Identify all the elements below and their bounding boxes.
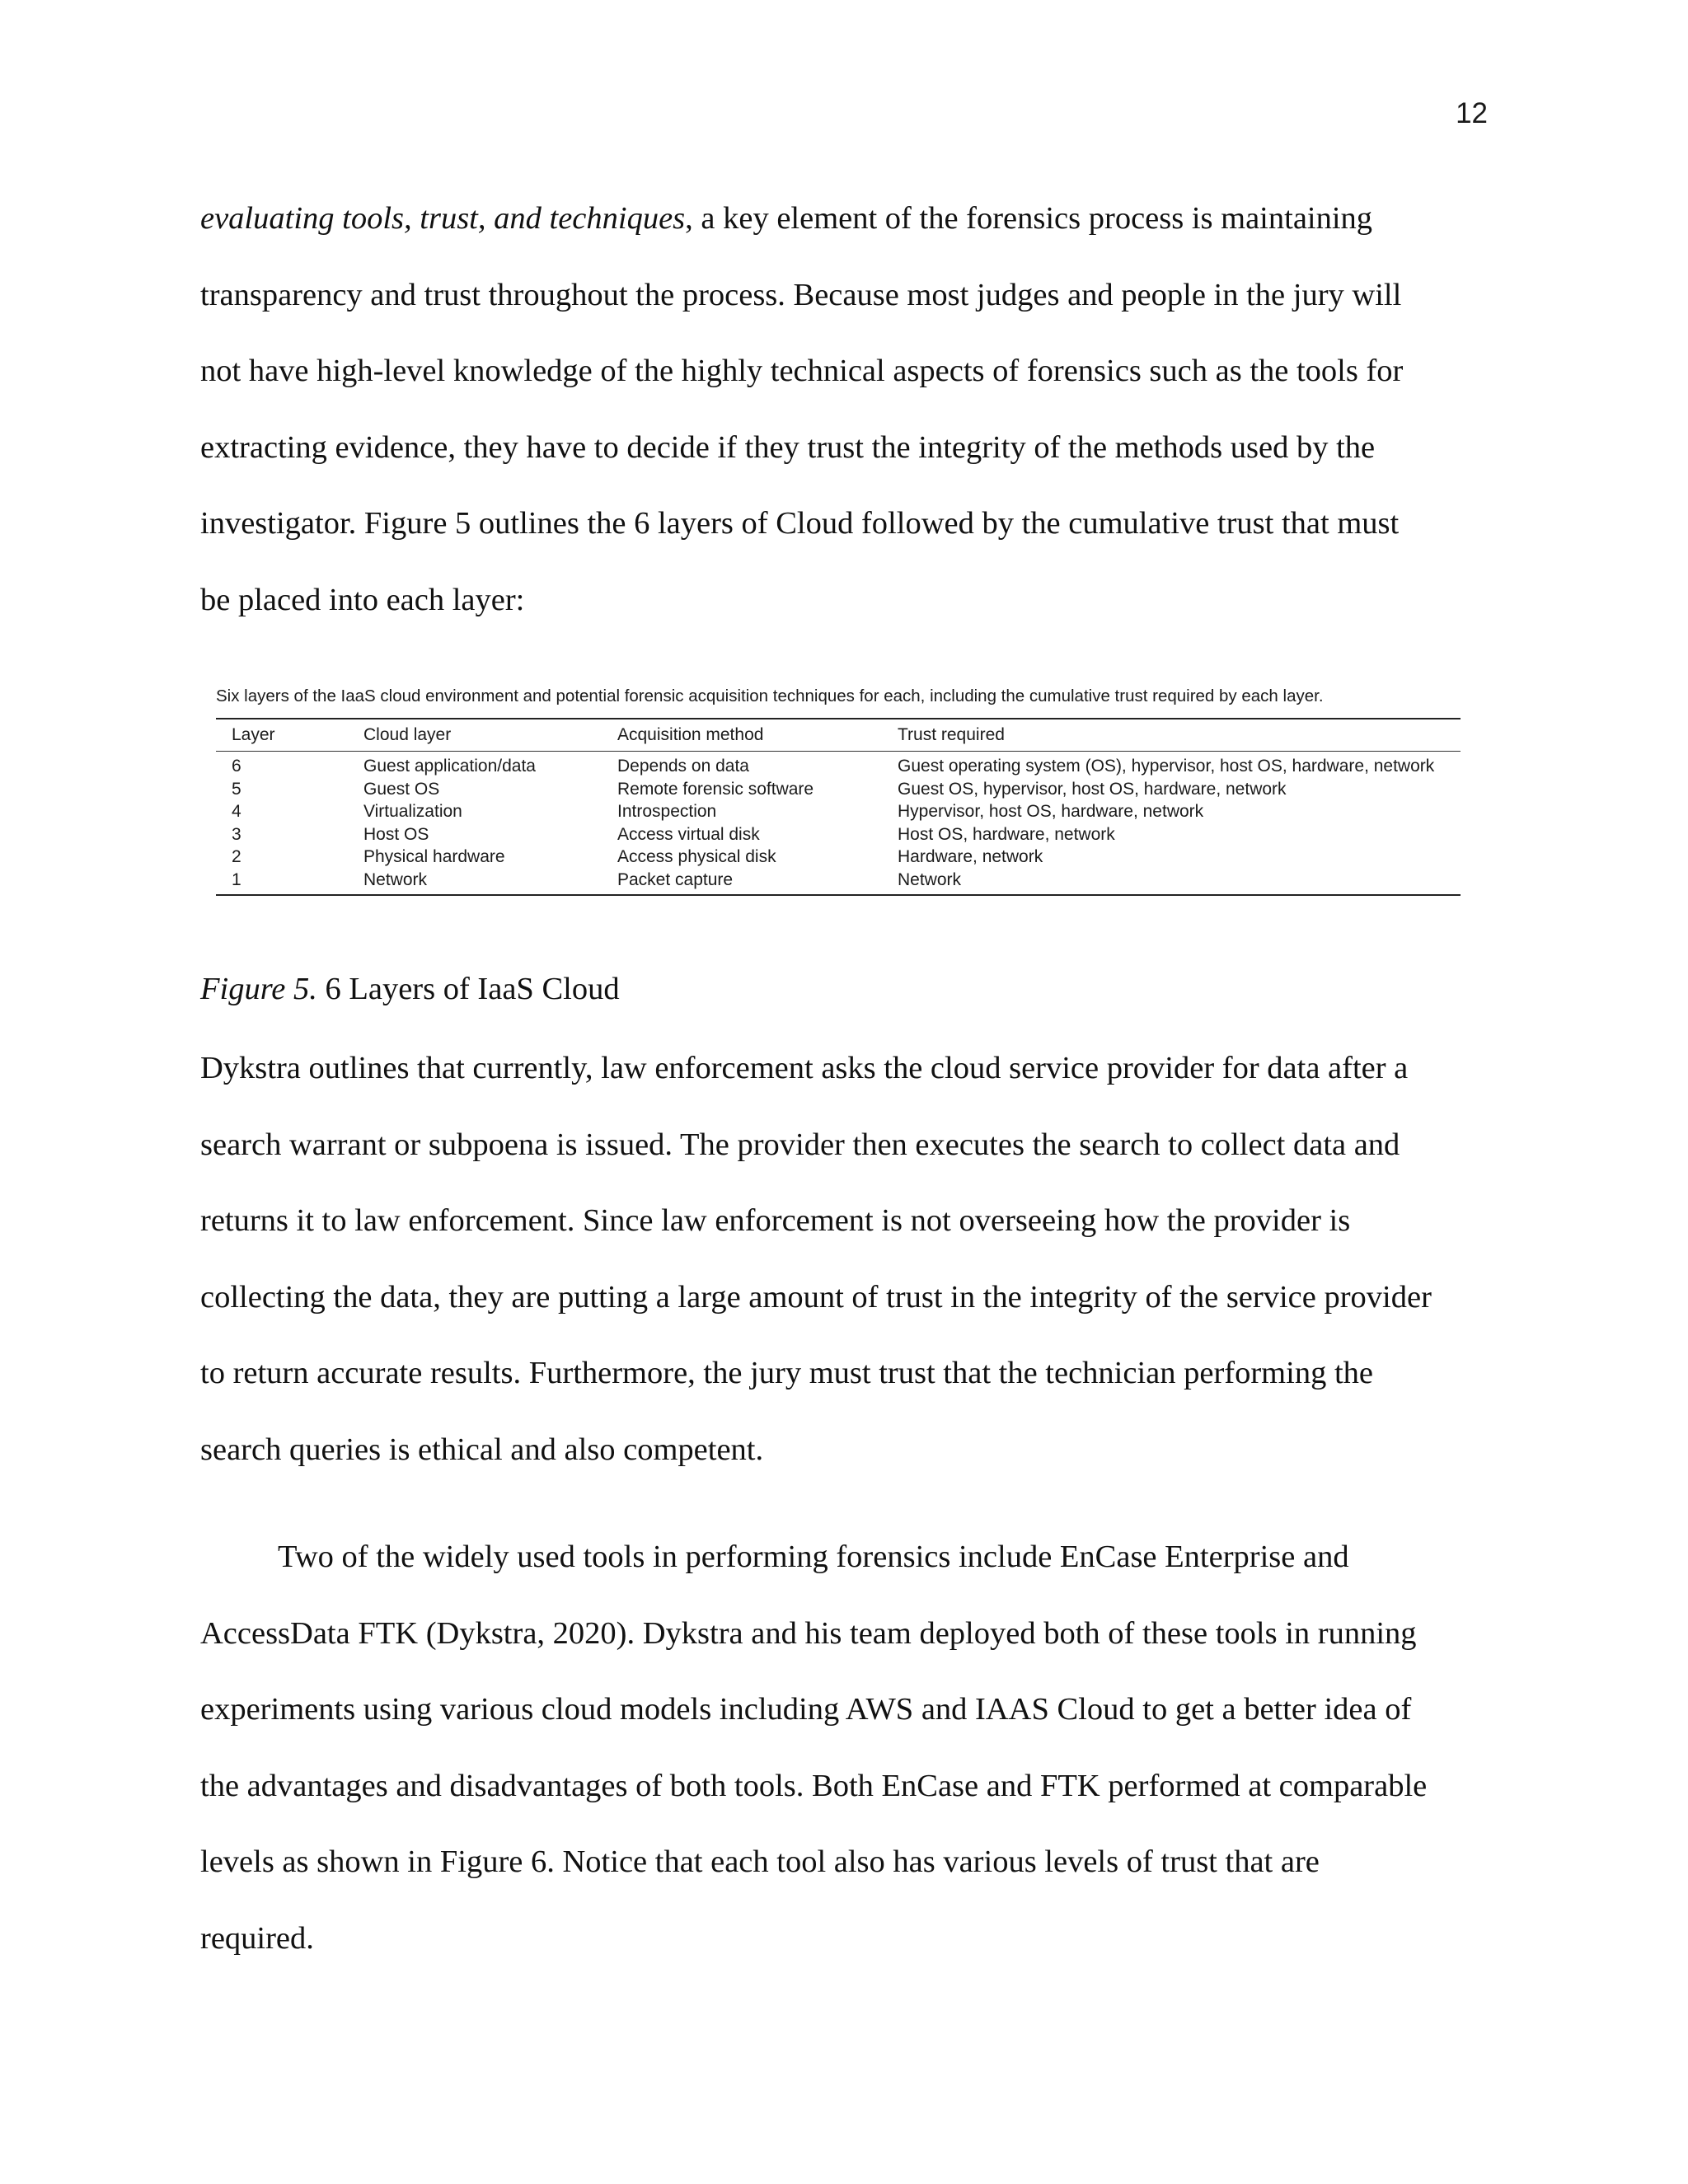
table-row: [216, 752, 1461, 778]
paragraph-line: experiments using various cloud models including AWS and IAAS Cloud to get a better idea of: [200, 1692, 1412, 1727]
page-number: 12: [1456, 97, 1488, 129]
table-cell: Remote forensic software: [617, 779, 814, 799]
paragraph-line: the advantages and disadvantages of both tools. Both EnCase and FTK performed at comparable: [200, 1768, 1428, 1803]
table-cell: Access physical disk: [617, 847, 776, 866]
table: [216, 719, 1461, 894]
table-cell: Host OS: [363, 824, 429, 844]
table-cell: Depends on data: [617, 757, 749, 776]
column-header-acquisition-method: Acquisition method: [617, 719, 898, 752]
paragraph-line: levels as shown in Figure 6. Notice that each tool also has various levels of trust that are: [200, 1844, 1320, 1879]
table-header-row: [216, 719, 1461, 752]
paragraph-line: search warrant or subpoena is issued. The provider then executes the search to collect data and: [200, 1127, 1400, 1162]
paragraph-line: returns it to law enforcement. Since law enforcement is not overseeing how the provider is: [200, 1203, 1351, 1238]
column-header-layer: Layer: [216, 719, 363, 752]
column-header-cloud-layer: Cloud layer: [363, 719, 617, 752]
table-cell: Guest application/data: [363, 757, 536, 776]
table-cell: Physical hardware: [363, 847, 505, 866]
table-cell: Network: [898, 869, 962, 889]
table-cell: Packet capture: [617, 869, 734, 889]
paragraph-line: collecting the data, they are putting a large amount of trust in the integrity of the service provider: [200, 1279, 1432, 1315]
paragraph-trust-intro: [200, 180, 1503, 638]
table-row: [216, 800, 1461, 823]
table-cell: Access virtual disk: [617, 824, 760, 844]
table-row: [216, 869, 1461, 895]
table-cell: 5: [232, 779, 241, 799]
paragraph-line: Dykstra outlines that currently, law enforcement asks the cloud service provider for data after a: [200, 1051, 1409, 1085]
table-cell: Host OS, hardware, network: [898, 824, 1115, 844]
paragraph-line: transparency and trust throughout the process. Because most judges and people in the jury will: [200, 277, 1402, 312]
paragraph-line: Two of the widely used tools in performing forensics include EnCase Enterprise and: [278, 1540, 1349, 1574]
table-cell: 3: [232, 824, 241, 844]
table-row: [216, 823, 1461, 846]
table-row: [216, 778, 1461, 801]
table-cell: Guest OS: [363, 779, 440, 799]
paragraph-line: be placed into each layer:: [200, 582, 525, 617]
table-row: [216, 846, 1461, 869]
paragraph-law-enforcement: [200, 1030, 1503, 1488]
paragraph-line: investigator. Figure 5 outlines the 6 layers of Cloud followed by the cumulative trust that must: [200, 506, 1400, 541]
cloud-layers-table: [216, 718, 1461, 896]
column-header-trust-required: Trust required: [898, 719, 1461, 752]
table-cell: Virtualization: [363, 802, 462, 821]
table-caption: Six layers of the IaaS cloud environment and potential forensic acquisition techniques for each, including the cumulative trust required by each layer.: [216, 687, 1324, 705]
table-cell: Guest OS, hypervisor, host OS, hardware, network: [898, 779, 1287, 799]
table-cell: Introspection: [617, 802, 717, 821]
table-cell: Hardware, network: [898, 847, 1043, 866]
table-cell: Guest operating system (OS), hypervisor, host OS, hardware, network: [898, 757, 1435, 776]
paragraph-line: AccessData FTK (Dykstra, 2020). Dykstra and his team deployed both of these tools in running: [200, 1615, 1417, 1651]
table-cell: 4: [232, 802, 241, 821]
paragraph-line: required.: [200, 1920, 314, 1956]
table-cell: 1: [232, 869, 241, 889]
italic-phrase: evaluating tools, trust, and techniques: [200, 201, 686, 236]
figure-label: [200, 971, 620, 1007]
table-cell: 6: [232, 757, 241, 776]
paragraph-forensic-tools: [200, 1519, 1503, 1976]
paragraph-line: evaluating tools, trust, and techniques, a key element of the forensics process is maintaining: [200, 201, 1373, 236]
paragraph-line: to return accurate results. Furthermore, the jury must trust that the technician performing the: [200, 1356, 1373, 1390]
table-cell: Hypervisor, host OS, hardware, network: [898, 802, 1204, 821]
paragraph-line: not have high-level knowledge of the highly technical aspects of forensics such as the tools for: [200, 354, 1404, 388]
table-cell: 2: [232, 847, 241, 866]
figure-number: Figure 5.: [200, 972, 317, 1006]
paragraph-line: extracting evidence, they have to decide if they trust the integrity of the methods used by the: [200, 429, 1376, 465]
table-cell: Network: [363, 869, 428, 889]
figure-title: 6 Layers of IaaS Cloud: [316, 972, 620, 1006]
paragraph-line: search queries is ethical and also competent.: [200, 1432, 764, 1467]
